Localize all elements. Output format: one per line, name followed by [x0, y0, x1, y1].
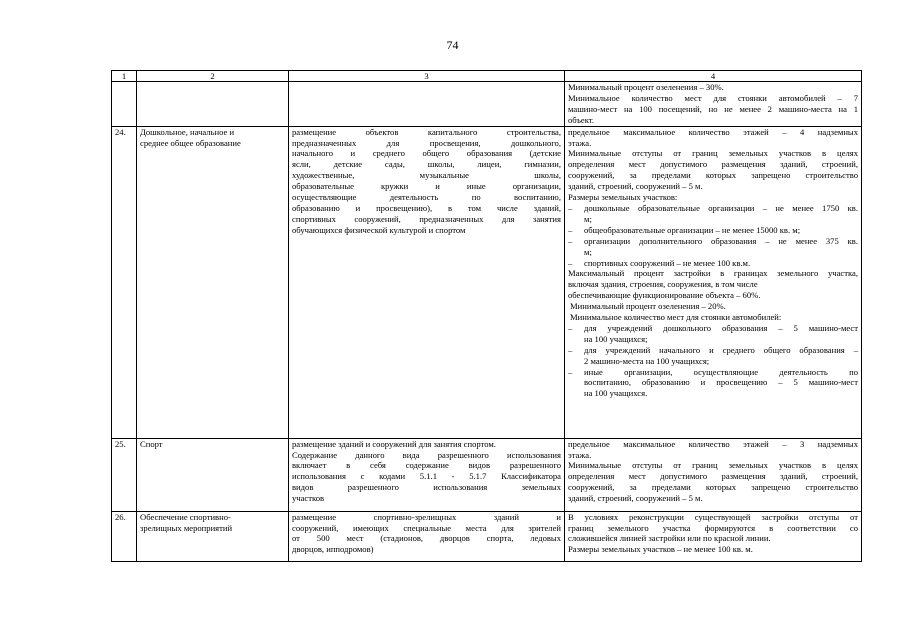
text-line: м; [584, 213, 592, 224]
text-line: определения мест допустимого размещения зданий, строений, [568, 471, 858, 482]
row-name-cell [137, 82, 289, 127]
text-line: зрелищных мероприятий [140, 522, 233, 533]
row-number-cell: 25. [112, 438, 137, 511]
text-line: м; [584, 246, 592, 257]
row-description-cell [289, 438, 565, 511]
text-line: объект. [568, 114, 595, 125]
text-line: обучающихся физической культурой и спортом [292, 224, 466, 235]
text-line: для учреждений начального и среднего общего образования – [584, 344, 858, 355]
table-row [112, 438, 862, 511]
dash-marker: – [568, 322, 573, 333]
row-parameters-cell [565, 82, 862, 127]
text-line: дворцов, ипподромов) [292, 544, 374, 555]
dash-marker: – [568, 257, 573, 268]
text-line: организации дополнительного образования – не менее 375 кв. [584, 235, 858, 246]
text-line: 2 машино-места на 100 учащихся; [584, 355, 710, 366]
text-line: Размеры земельных участков: [568, 192, 678, 203]
text-line: сооружений, за пределами которых запрещено строительство [568, 482, 858, 493]
list-item [568, 323, 858, 345]
text-line: размещение объектов капитального строительства, [292, 126, 561, 137]
row-parameters-cell [565, 126, 862, 438]
text-line: предельное максимальное количество этажей – 4 надземных [568, 126, 858, 137]
text-line: сооружений, имеющих специальные места для зрителей [292, 522, 561, 533]
header-cell: 2 [137, 71, 289, 82]
text-line: предназначенных для просвещения, дошкольного, [292, 137, 561, 148]
text-line: Минимальный процент озеленения – 20%. [570, 301, 726, 312]
regulations-table [111, 70, 862, 562]
row-parameters-cell [565, 438, 862, 511]
row-name-cell [137, 511, 289, 561]
row-parameters-cell [565, 511, 862, 561]
dash-marker: – [568, 235, 573, 246]
text-line: общеобразовательные организации – не менее 15000 кв. м; [584, 224, 801, 235]
page-number: 74 [446, 38, 459, 52]
text-line: зданий, строений, сооружений – 5 м. [568, 181, 703, 192]
text-line: определения мест допустимого размещения зданий, строений, [568, 159, 858, 170]
row-number-cell: 24. [112, 126, 137, 438]
row-number-cell [112, 82, 137, 127]
text-line: среднее общее образование [140, 137, 241, 148]
text-line: границ земельного участка формируются в соответствии со [568, 522, 858, 533]
text-line: Обеспечение спортивно- [140, 511, 231, 522]
text-line: Дошкольное, начальное и [140, 126, 235, 137]
text-line: на 100 учащихся; [584, 333, 648, 344]
header-cell: 3 [289, 71, 565, 82]
dash-marker: – [568, 202, 573, 213]
row-name-cell: Спорт [137, 438, 289, 511]
text-line: образованию и просвещению), в том числе зданий, [292, 202, 561, 213]
dash-marker: – [568, 344, 573, 355]
table-row [112, 126, 862, 438]
text-line: Минимальный процент озеленения – 30%. [568, 82, 724, 92]
text-line: иные организации, осуществляющие деятельность по [584, 366, 858, 377]
text-line: воспитанию, образованию и просвещению – 5 машино-мест [584, 377, 858, 388]
row-description-cell [289, 126, 565, 438]
text-line: Минимальное количество мест для стоянки автомобилей: [570, 312, 782, 323]
text-line: Минимальные отступы от границ земельных участков в целях [568, 460, 858, 471]
list-item [568, 367, 858, 400]
text-line: осуществляющие деятельность по воспитанию, [292, 192, 561, 203]
text-line: предельное максимальное количество этажей – 3 надземных [568, 438, 858, 449]
row-description-cell [289, 511, 565, 561]
text-line: образовательные кружки и иные организации, [292, 181, 561, 192]
text-line: Содержание данного вида разрешенного использования [292, 449, 561, 460]
row-number-cell: 26. [112, 511, 137, 561]
text-line: участков [292, 493, 325, 504]
text-line: дошкольные образовательные организации – не менее 1750 кв. [584, 202, 858, 213]
text-line: зданий, строений, сооружений – 5 м. [568, 493, 703, 504]
text-line: ясли, детские сады, школы, лицеи, гимназии, [292, 159, 561, 170]
list-item [568, 258, 858, 269]
text-line: художественные, музыкальные школы, [292, 170, 561, 181]
list-item [568, 225, 858, 236]
header-cell: 4 [565, 71, 862, 82]
text-line: Минимальное количество мест для стоянки автомобилей – 7 [568, 92, 858, 103]
text-line: сооружений, за пределами которых запрещено строительство [568, 170, 858, 181]
text-line: размещение спортивно-зрелищных зданий и [292, 511, 561, 522]
dash-marker: – [568, 224, 573, 235]
table-row [112, 82, 862, 127]
text-line: Минимальные отступы от границ земельных участков в целях [568, 148, 858, 159]
text-line: Максимальный процент застройки в границах земельного участка, [568, 268, 858, 279]
text-line: сложившейся линией застройки или по красной линии. [568, 533, 771, 544]
text-line: использования с кодами 5.1.1 - 5.1.7 Классификатора [292, 471, 561, 482]
text-line: спортивных сооружений – не менее 100 кв.м. [584, 257, 751, 268]
dash-marker: – [568, 366, 573, 377]
table-header-row [112, 71, 862, 82]
text-line: Размеры земельных участков – не менее 100 кв. м. [568, 544, 753, 555]
text-line: размещение зданий и сооружений для занятия спортом. [292, 438, 496, 449]
list-item [568, 203, 858, 225]
text-line: видов разрешенного использования земельных [292, 482, 561, 493]
row-description-cell [289, 82, 565, 127]
row-name-cell [137, 126, 289, 438]
text-line: этажа. [568, 449, 592, 460]
text-line: этажа. [568, 137, 592, 148]
text-line: начального и среднего общего образования (детские [292, 148, 561, 159]
text-line: включает в себя содержание видов разрешенного [292, 460, 561, 471]
text-line: машино-мест на 100 посещений, но не менее 2 машино-места на 1 [568, 103, 858, 114]
header-cell: 1 [112, 71, 137, 82]
table-row [112, 511, 862, 561]
text-line: включая здания, строения, сооружения, в том числе [568, 279, 758, 290]
list-item [568, 345, 858, 367]
list-item [568, 236, 858, 258]
text-line: обеспечивающие функционирование объекта – 60%. [568, 290, 761, 301]
text-line: на 100 учащихся. [584, 388, 648, 399]
text-line: от 500 мест (стадионов, дворцов спорта, ледовых [292, 533, 561, 544]
text-line: спортивных сооружений, предназначенных для занятия [292, 213, 561, 224]
text-line: В условиях реконструкции существующей застройки отступы от [568, 511, 858, 522]
text-line: для учреждений дошкольного образования – 5 машино-мест [584, 322, 858, 333]
